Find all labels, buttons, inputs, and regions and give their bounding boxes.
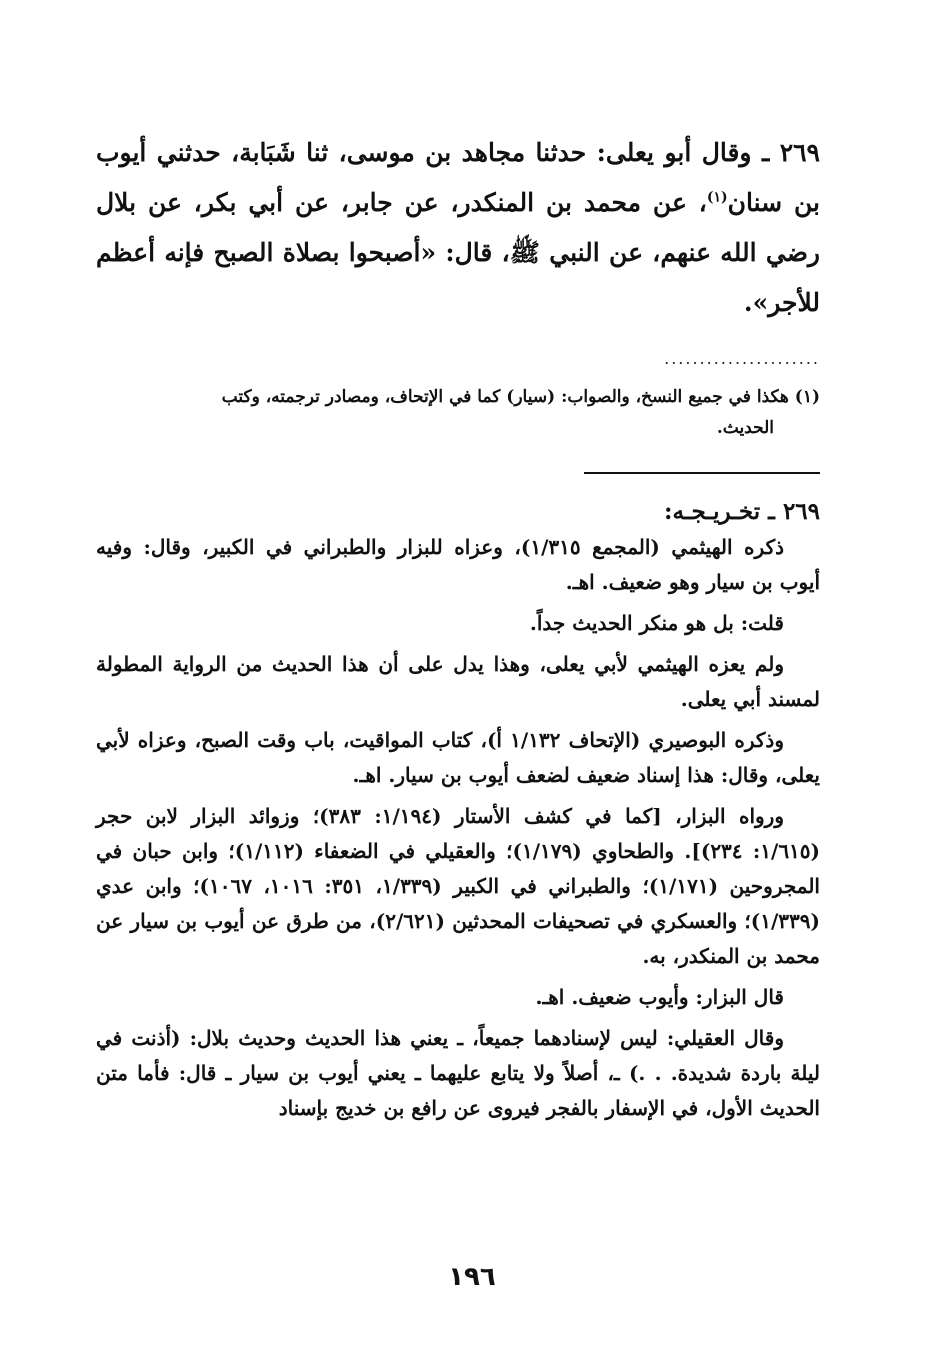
takhrij-paragraph: ذكره الهيثمي (المجمع ١/٣١٥)، وعزاه للبزار والطبراني في الكبير، وقال: وفيه أيوب بن سيار وهو ضعيف. اهـ. bbox=[96, 535, 820, 594]
footnote-line-2: الحديث. bbox=[716, 418, 774, 438]
hadith-text-part-2: ، عن محمد بن المنكدر، عن جابر، عن أبي بكر، عن بلال رضي الله عنهم، عن النبي ﷺ، قال: «أصبحوا بصلاة الصبح فإنه أعظم للأجر». bbox=[96, 188, 820, 317]
hadith-text-part-1: وقال أبو يعلى: حدثنا مجاهد بن موسى، ثنا شَبَابة، حدثني أيوب بن سنان bbox=[96, 138, 820, 217]
takhrij-paragraph: ولم يعزه الهيثمي لأبي يعلى، وهذا يدل على أن هذا الحديث من الرواية المطولة لمسند أبي يعلى. bbox=[96, 652, 820, 711]
footnote-line-1: (١) هكذا في جميع النسخ، والصواب: (سيار) كما في الإتحاف، ومصادر ترجمته، وكتب bbox=[221, 387, 820, 407]
page-content bbox=[96, 128, 820, 1132]
hadith-number: ٢٦٩ ـ bbox=[761, 138, 820, 167]
footnote-reference: (١) bbox=[706, 189, 728, 206]
takhrij-body bbox=[96, 530, 820, 1126]
takhrij-paragraph: قال البزار: وأيوب ضعيف. اهـ. bbox=[535, 985, 784, 1009]
takhrij-paragraph: قلت: بل هو منكر الحديث جداً. bbox=[529, 611, 784, 635]
takhrij-paragraph: وقال العقيلي: ليس لإسنادهما جميعاً، ـ يعني هذا الحديث وحديث بلال: (أذنت في ليلة باردة شديدة. . .) ـ، أصلاً ولا يتابع عليهما ـ يعني أيوب بن سيار ـ قال: فأما متن الحديث الأول، في الإسفار بالفجر فيروى عن رافع بن خديج بإسناد bbox=[96, 1026, 821, 1120]
hadith-paragraph bbox=[96, 128, 820, 328]
takhrij-heading: ٢٦٩ ـ تخـريـجـه: bbox=[663, 498, 820, 525]
section-divider bbox=[584, 472, 820, 474]
takhrij-paragraph: وذكره البوصيري (الإتحاف ١/١٣٢ أ)، كتاب المواقيت، باب وقت الصبح، وعزاه لأبي يعلى، وقال: هذا إسناد ضعيف لضعف أيوب بن سيار. اهـ. bbox=[96, 728, 820, 787]
hadith-text bbox=[96, 128, 820, 328]
footnote bbox=[96, 382, 820, 444]
page-number: ١٩٦ bbox=[448, 1262, 496, 1292]
footnote-dotted-separator: ...................... bbox=[664, 350, 820, 368]
takhrij-paragraph: ورواه البزار، [كما في كشف الأستار (١/١٩٤: ٣٨٣)؛ وزوائد البزار لابن حجر (١/٦١٥: ٢٣٤)]. والطحاوي (١/١٧٩)؛ والعقيلي في الضعفاء (١/١١٢)؛ وابن حبان في المجروحين (١/١٧١)؛ والطبراني في الكبير (١/٣٣٩، ٣٥١: ١٠١٦، ١٠٦٧)؛ وابن عدي (١/٣٣٩)؛ والعسكري في تصحيفات المحدثين (٢/٦٢١)، من طرق عن أيوب بن سيار عن محمد بن المنكدر، به. bbox=[96, 804, 821, 968]
